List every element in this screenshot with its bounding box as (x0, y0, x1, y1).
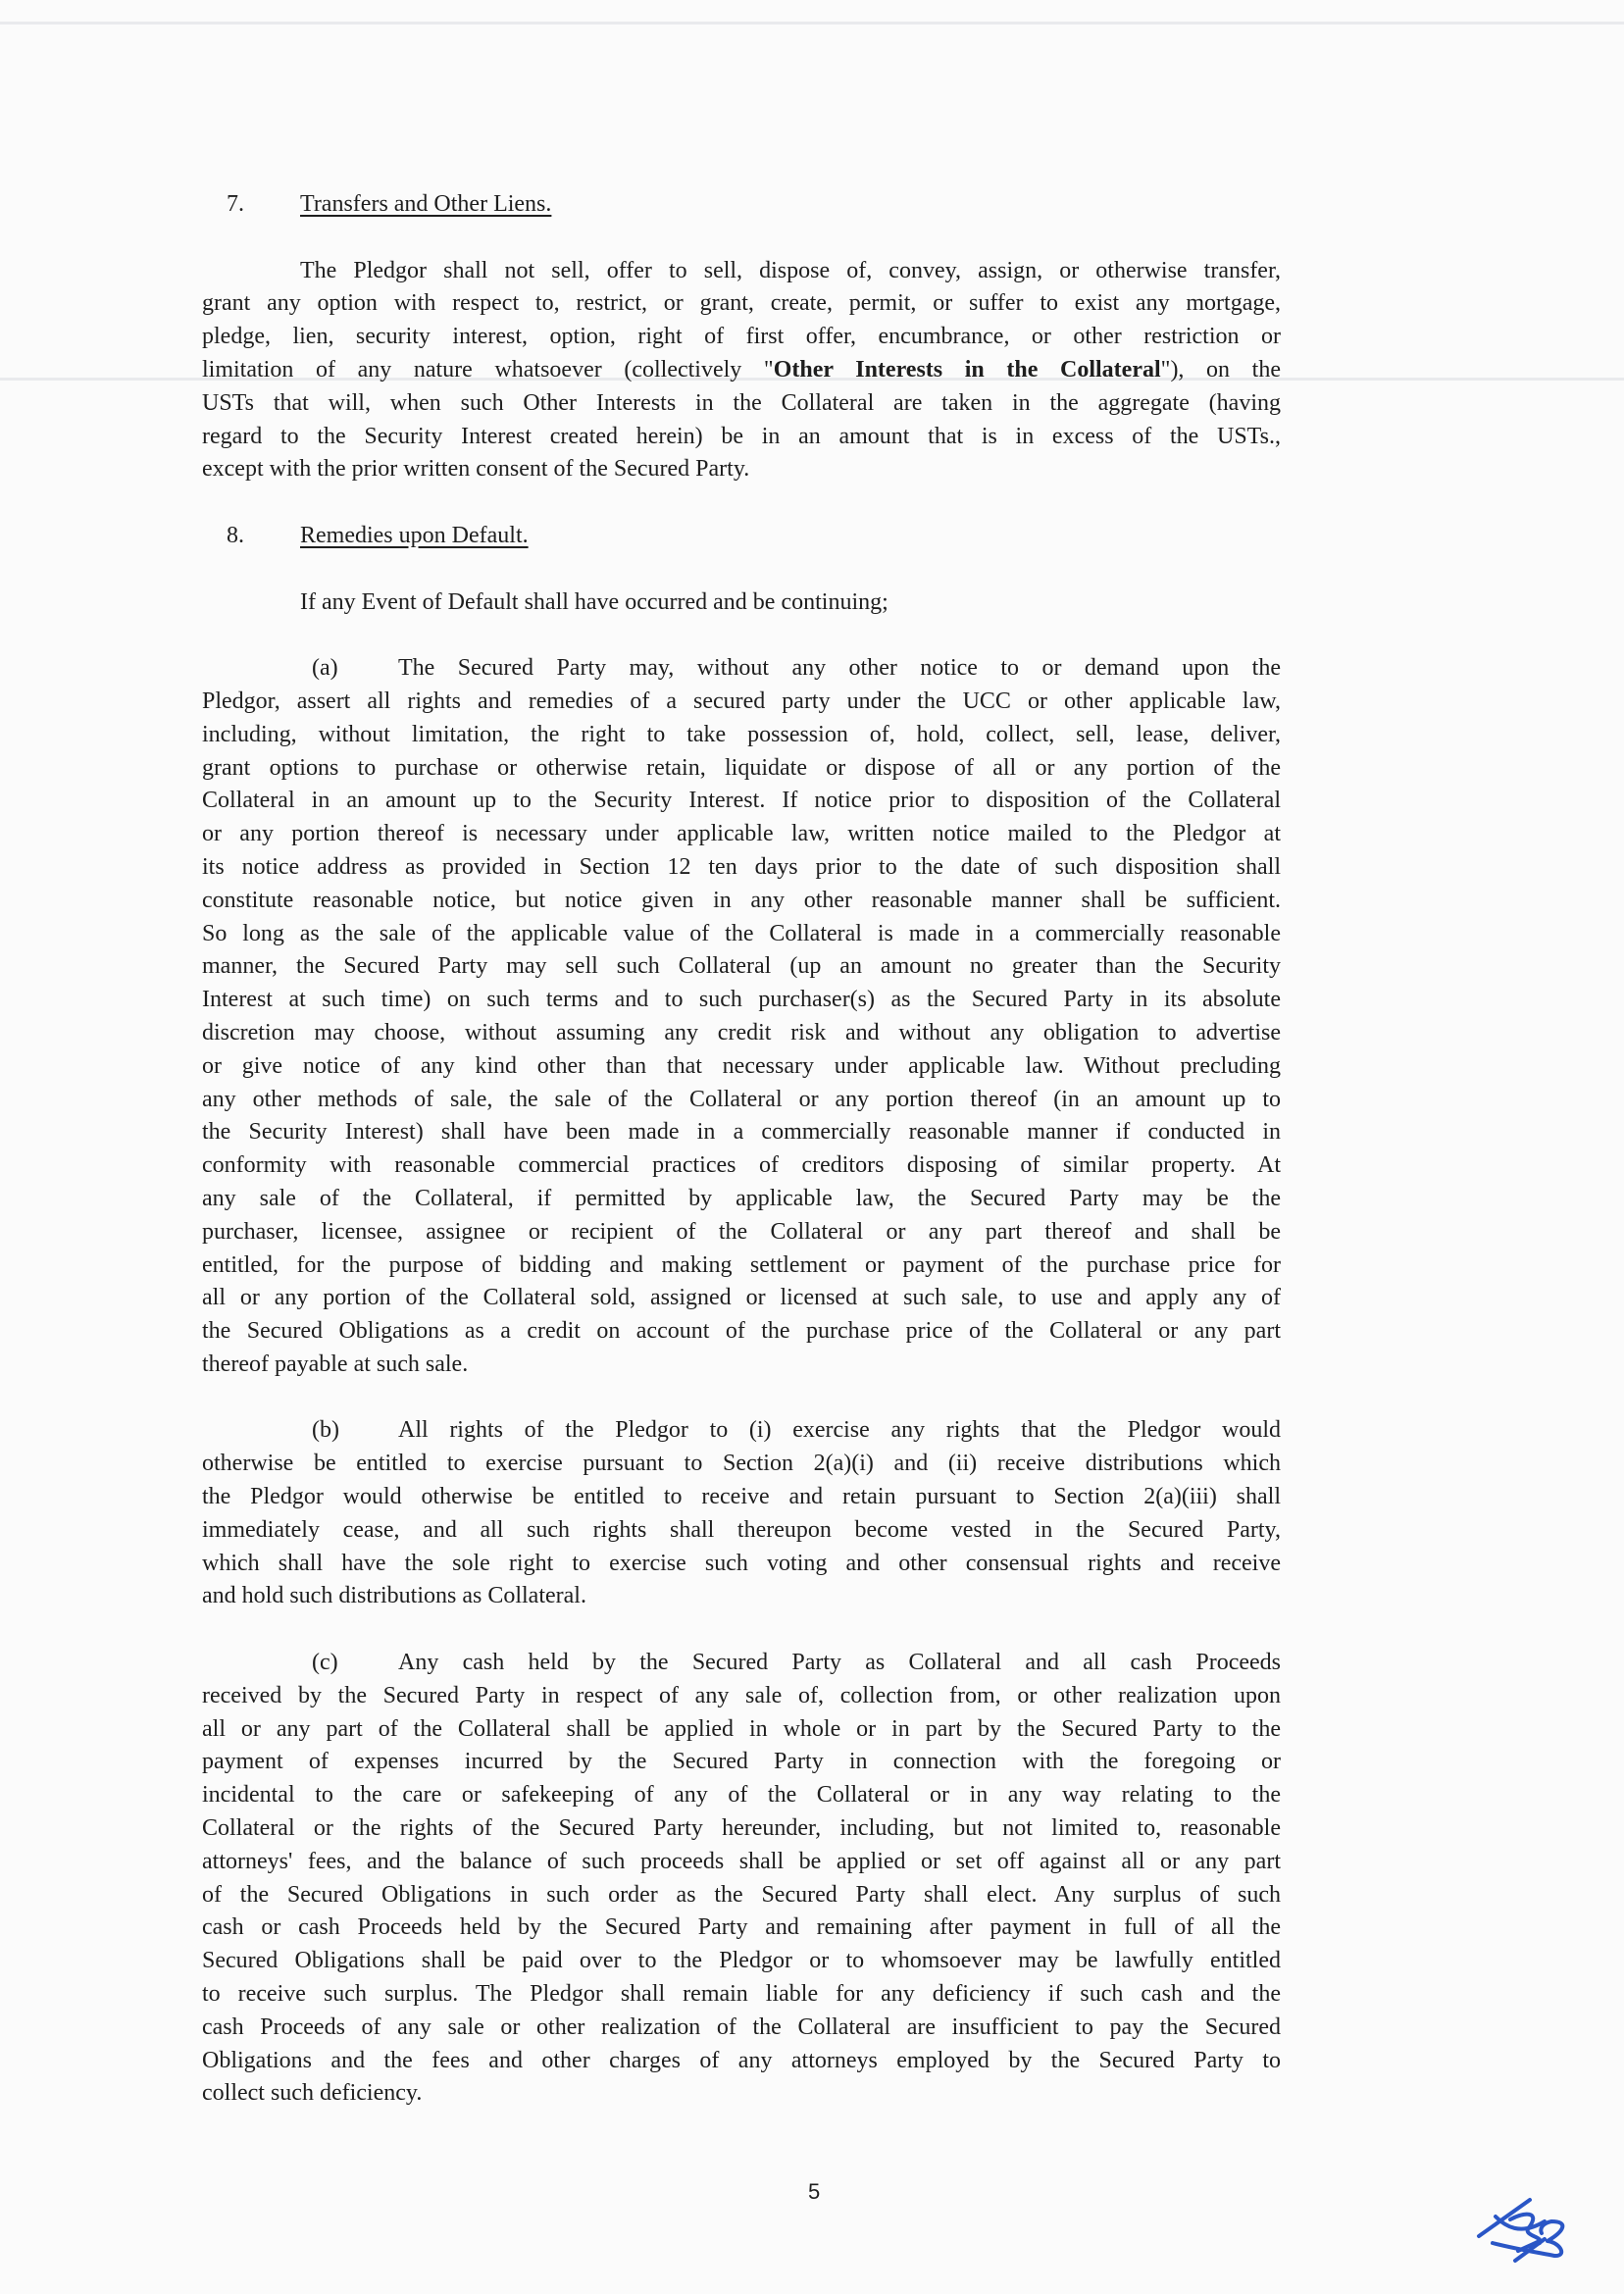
clause-marker: (b) (312, 1417, 339, 1444)
clause-marker: (a) (312, 655, 338, 682)
section-title: Remedies upon Default. (300, 522, 529, 548)
document-page (202, 188, 1281, 2144)
text-line: collect such deficiency. (202, 2080, 423, 2107)
text-line: attorneys' fees, and the balance of such proceeds shall be applied or set off against all or any part (202, 1848, 1281, 1874)
text-line: purchaser, licensee, assignee or recipient of the Collateral or any part thereof and shall be (202, 1218, 1281, 1245)
text-line: of the Secured Obligations in such order as the Secured Party shall elect. Any surplus of such (202, 1881, 1281, 1908)
text-line: cash or cash Proceeds held by the Secured Party and remaining after payment in full of all the (202, 1914, 1281, 1941)
text-line: incidental to the care or safekeeping of any of the Collateral or in any way relating to the (202, 1782, 1281, 1809)
section-heading (202, 520, 1281, 553)
paragraph (202, 1647, 1281, 2111)
paragraph (202, 652, 1281, 1382)
text-line: and hold such distributions as Collateral. (202, 1583, 586, 1609)
section-number: 8. (227, 522, 244, 548)
text-line: Pledgor, assert all rights and remedies of a secured party under the UCC or other applicable law, (202, 688, 1281, 714)
text-line: Collateral or the rights of the Secured Party hereunder, including, but not limited to, reasonable (202, 1815, 1281, 1842)
text-line: any other methods of sale, the sale of the Collateral or any portion thereof (in an amount up to (202, 1086, 1281, 1112)
text-line: entitled, for the purpose of bidding and making settlement or payment of the purchase price for (202, 1251, 1281, 1278)
text-line: Secured Obligations shall be paid over to the Pledgor or to whomsoever may be lawfully entitled (202, 1948, 1281, 1974)
text-line: limitation of any nature whatsoever (collectively "Other Interests in the Collateral"), on the (202, 356, 1282, 382)
text-line: constitute reasonable notice, but notice given in any other reasonable manner shall be sufficient. (202, 887, 1281, 913)
text-line: or give notice of any kind other than that necessary under applicable law. Without precluding (202, 1052, 1281, 1079)
text-line: which shall have the sole right to exercise such voting and other consensual rights and receive (202, 1550, 1281, 1576)
signature-icon (1471, 2182, 1579, 2270)
text-line: the Pledgor would otherwise be entitled to receive and retain pursuant to Section 2(a)(iii) shall (202, 1484, 1281, 1510)
text-line: discretion may choose, without assuming any credit risk and without any obligation to advertise (202, 1019, 1281, 1045)
text-line: grant any option with respect to, restrict, or grant, create, permit, or suffer to exist any mortgage, (202, 290, 1281, 317)
paragraph (202, 255, 1281, 487)
signature-initials (1471, 2182, 1579, 2275)
page-number: 5 (808, 2179, 821, 2204)
text-line: all or any part of the Collateral shall be applied in whole or in part by the Secured Party to the (202, 1715, 1281, 1742)
text-line: manner, the Secured Party may sell such Collateral (up an amount no greater than the Security (202, 953, 1281, 980)
text-line: except with the prior written consent of the Secured Party. (202, 456, 750, 483)
text-line: to receive such surplus. The Pledgor shall remain liable for any deficiency if such cash and the (202, 1981, 1281, 2008)
text-line: So long as the sale of the applicable value of the Collateral is made in a commercially reasonable (202, 920, 1281, 946)
text-line: payment of expenses incurred by the Secured Party in connection with the foregoing or (202, 1749, 1281, 1775)
text-line: (c) Any cash held by the Secured Party as Collateral and all cash Proceeds (202, 1647, 1281, 1680)
section-heading (202, 188, 1281, 222)
section-number: 7. (227, 191, 244, 217)
paragraph (202, 1414, 1281, 1613)
text-line: (a) The Secured Party may, without any other notice to or demand upon the (202, 652, 1281, 686)
text-line: (b) All rights of the Pledgor to (i) exercise any rights that the Pledgor would (202, 1414, 1281, 1448)
section-title: Transfers and Other Liens. (300, 191, 552, 217)
clause-marker: (c) (312, 1650, 338, 1676)
text-line: USTs that will, when such Other Interests in the Collateral are taken in the aggregate (having (202, 389, 1281, 416)
paragraph (202, 586, 1281, 620)
text-line: the Secured Obligations as a credit on account of the purchase price of the Collateral or any part (202, 1318, 1281, 1345)
text-line: all or any portion of the Collateral sold, assigned or licensed at such sale, to use and apply any of (202, 1285, 1281, 1311)
text-line: pledge, lien, security interest, option, right of first offer, encumbrance, or other restriction or (202, 324, 1281, 350)
text-line: Interest at such time) on such terms and to such purchaser(s) as the Secured Party in its absolute (202, 987, 1281, 1013)
text-line: cash Proceeds of any sale or other realization of the Collateral are insufficient to pay the Secured (202, 2014, 1281, 2040)
text-line: conformity with reasonable commercial practices of creditors disposing of similar property. At (202, 1152, 1281, 1179)
text-line: If any Event of Default shall have occurred and be continuing; (300, 588, 888, 615)
text-line: grant options to purchase or otherwise retain, liquidate or dispose of all or any portion of the (202, 754, 1281, 781)
text-line: any sale of the Collateral, if permitted by applicable law, the Secured Party may be the (202, 1185, 1281, 1211)
text-line: immediately cease, and all such rights shall thereupon become vested in the Secured Party, (202, 1516, 1281, 1543)
text-line: or any portion thereof is necessary under applicable law, written notice mailed to the Pledgor at (202, 821, 1281, 847)
text-line: Obligations and the fees and other charges of any attorneys employed by the Secured Party to (202, 2047, 1281, 2073)
text-line: the Security Interest) shall have been made in a commercially reasonable manner if conducted in (202, 1119, 1281, 1146)
text-line: including, without limitation, the right to take possession of, hold, collect, sell, lease, deliver, (202, 721, 1281, 747)
text-line: otherwise be entitled to exercise pursuant to Section 2(a)(i) and (ii) receive distributions which (202, 1451, 1281, 1477)
text-line: Collateral in an amount up to the Security Interest. If notice prior to disposition of the Collateral (202, 788, 1281, 814)
text-line: its notice address as provided in Section 12 ten days prior to the date of such disposition shall (202, 853, 1281, 880)
scan-artifact (0, 22, 1624, 25)
text-line: received by the Secured Party in respect of any sale of, collection from, or other realization upon (202, 1682, 1281, 1708)
text-line: thereof payable at such sale. (202, 1351, 469, 1377)
text-line: The Pledgor shall not sell, offer to sell, dispose of, convey, assign, or otherwise transfer, (300, 257, 1281, 283)
text-line: regard to the Security Interest created herein) be in an amount that is in excess of the USTs., (202, 423, 1281, 449)
